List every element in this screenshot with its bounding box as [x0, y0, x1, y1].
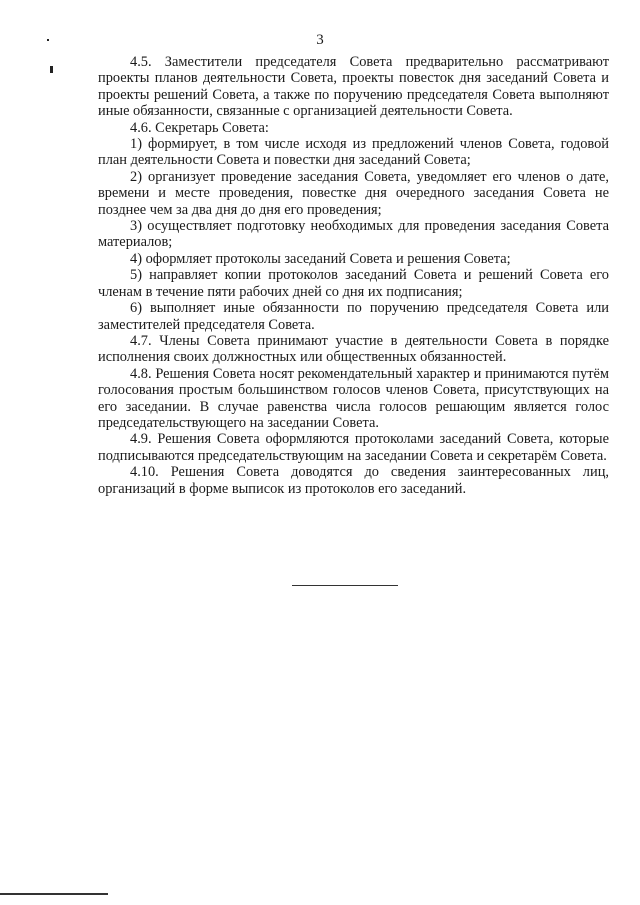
document-body: [98, 54, 609, 497]
list-item-4: 4) оформляет протоколы заседаний Совета и решения Совета;: [130, 250, 511, 267]
list-item-5: 5) направляет копии протоколов заседаний Совета и решений Совета его членам в течение пяти рабочих дней со дня их подписания;: [98, 267, 609, 300]
scan-speck: [50, 66, 53, 73]
list-item-6: 6) выполняет иные обязанности по поручению председателя Совета или заместителей председателя Совета.: [98, 300, 609, 333]
scan-speck: [47, 39, 49, 41]
list-item-3: 3) осуществляет подготовку необходимых для проведения заседания Совета материалов;: [98, 218, 609, 251]
list-item-1: 1) формирует, в том числе исходя из предложений членов Совета, годовой план деятельности Совета и повестки дня заседаний Совета;: [98, 136, 609, 169]
list-item-2: 2) организует проведение заседания Совета, уведомляет его членов о дате, времени и месте проведения, повестке дня очередного заседания Совета не позднее чем за два дня до дня его проведения;: [98, 168, 609, 218]
paragraph-4-5: 4.5. Заместители председателя Совета предварительно рассматривают проекты планов деятельности Совета, проекты повесток дня заседаний Совета и проекты решений Совета, а также по поручению председателя Совета выполняют иные обязанности, связанные с организацией деятельности Совета.: [98, 54, 609, 120]
paragraph-4-8: 4.8. Решения Совета носят рекомендательный характер и принимаются путём голосования простым большинством голосов членов Совета, присутствующих на его заседании. В случае равенства числа голосов решающим является голос председательствующего на заседании Совета.: [98, 365, 609, 431]
end-separator-line: [292, 585, 398, 586]
page-number: 3: [316, 32, 324, 48]
paragraph-4-7: 4.7. Члены Совета принимают участие в деятельности Совета в порядке исполнения своих должностных или общественных обязанностей.: [98, 332, 609, 366]
paragraph-4-10: 4.10. Решения Совета доводятся до сведения заинтересованных лиц, организаций в форме выписок из протоколов его заседаний.: [98, 464, 609, 497]
bottom-edge-mark: [0, 893, 108, 895]
paragraph-4-6: 4.6. Секретарь Совета:: [130, 119, 269, 136]
paragraph-4-9: 4.9. Решения Совета оформляются протоколами заседаний Совета, которые подписываются председательствующим на заседании Совета и секретарём Совета.: [98, 431, 609, 464]
